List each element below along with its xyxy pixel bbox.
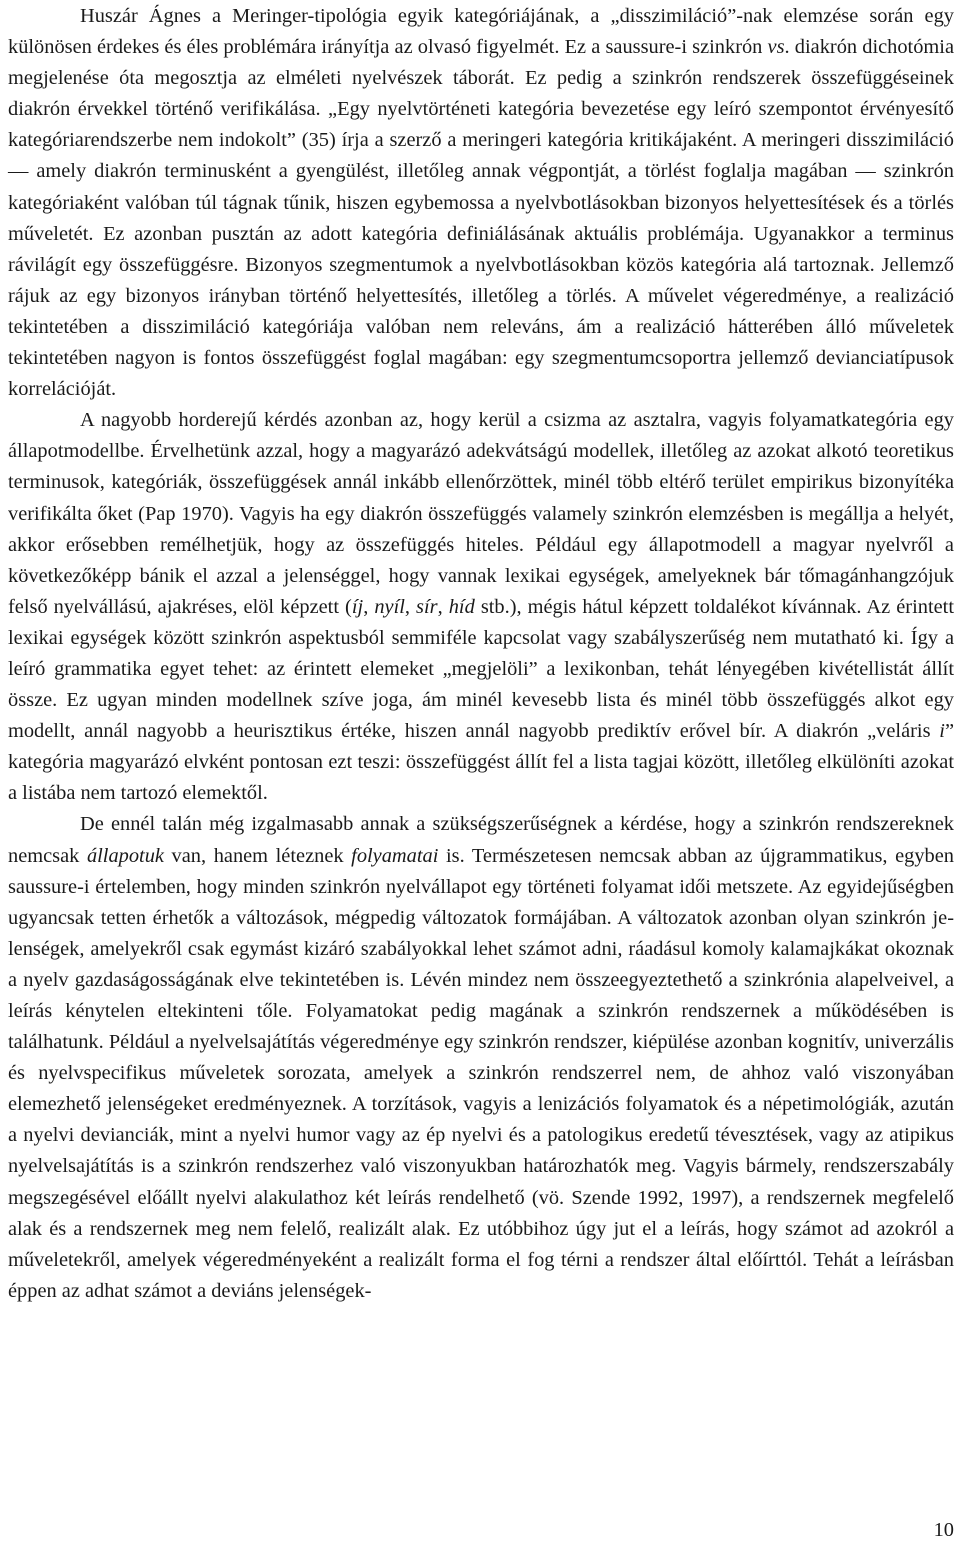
text-run: Huszár Ágnes a Meringer-tipológia egyik kategóriájának, a „disszimiláció”-nak elemzése során egy különösen érdekes és éles problémára irányítja az olvasó figyelmét. Ez a saussure-i szinkrón <box>8 5 954 59</box>
italic-text: sír <box>416 595 438 618</box>
paragraph-2 <box>8 405 954 809</box>
paragraph-3 <box>8 809 954 1307</box>
text-run: ” kategória magyarázó elvként pontosan ezt teszi: összefüggést állít fel a lista tagjai között, illetőleg elkülöníti azokat a listába nem tartozó elemektől. <box>8 720 954 805</box>
text-run: van, hanem léteznek <box>163 844 352 867</box>
text-run: , <box>437 595 449 618</box>
italic-text: i <box>939 720 945 743</box>
italic-text: íj <box>351 595 364 618</box>
text-run: stb.), mégis hátul képzett toldalékot kívánnak. Az érintett lexikai egységek között szinkrón aspektusból semmiféle kapcsolat vagy szabályszerűség nem mutatható ki. Így a leíró grammatika egyet tehet: az érintett elemeket „megjelöli” a lexikonban, tehát lényegében kivétellistát állít össze. Ez ugyan minden modellnek szíve joga, ám minél kevesebb lista és minél több összefüggés alkot egy modellt, annál nagyobb a heurisztikus értéke, hiszen annál nagyobb prediktív erővel bír. A diakrón „veláris <box>8 595 954 743</box>
text-run: A nagyobb horderejű kérdés azonban az, hogy kerül a csizma az asztalra, vagyis folyamatkategória egy állapotmodellbe. Érvelhetünk azzal, hogy a magyarázó adekvátságú modellek, illetőleg az azokat alkotó teoretikus terminusok, kategóriák, összefüggések annál inkább ellenőrzöttek, minél több eltérő terület empirikus bizonyítéka verifikálta őket (Pap 1970). Vagyis ha egy diakrón összefüggés valamely szinkrón elemzésben is megállja a helyét, akkor erősebben remélhetjük, hogy az összefüggés hiteles. Például egy állapotmodell a magyar nyelvről a következőképp bánik el azzal a jelenséggel, hogy vannak lexikai egységek, amelyeknek bár tőmagánhangzójuk felső nyelvállású, ajakréses, elöl képzett ( <box>8 409 954 618</box>
paragraph-1 <box>8 0 954 405</box>
text-run: , <box>363 595 375 618</box>
page-number: 10 <box>933 1519 954 1541</box>
body-text <box>8 0 954 1307</box>
italic-text: nyíl <box>374 595 405 618</box>
italic-text: vs <box>767 36 785 59</box>
italic-text: híd <box>448 595 475 618</box>
text-run: is. Természetesen nemcsak abban az újgrammatikus, egyben saussure-i értelemben, hogy minden szinkrón nyelvállapot egy történeti folyamat idői metszete. Az egyidejűségben ugyancsak tetten érhetők a változások, mégpedig változatok formájában. A változatok azonban olyan szinkrón jelenségek, amelyekről csak egymást kizáró szabályokkal lehet számot adni, ráadásul komoly kalamajkákat okoznak a nyelv gazdaságosságának elve tekintetében is. Lévén mindez nem összeegyeztethető a szinkrónia alapelveivel, a leírás kénytelen eltekinteni tőle. Folyamatokat pedig magának a szinkrón rendszernek a működésében is találhatunk. Például a nyelvelsajátítás végeredménye egy szinkrón rendszer, kiépülése azonban kognitív, univerzális és nyelvspecifikus műveletek sorozata, amelyek a szinkrón rendszerrel nem, de ahhoz való viszonyában elemezhető jelenségeket eredményeznek. A torzítások, vagyis a lenizációs folyamatok és a népetimológiák, azután a nyelvi devianciák, mint a nyelvi humor vagy az ép nyelvi és a patologikus eredetű tévesztések, vagy az atipikus nyelvelsajátítás is a szinkrón rendszerhez való viszonyukban határozhatók meg. Vagyis bármely, rendszerszabály megszegésével előállt nyelvi alakulathoz két leírás rendelhető (vö. Szende 1992, 1997), a rendszernek megfelelő alak és a rendszernek meg nem felelő, realizált alak. Ez utóbbihoz úgy jut el a leírás, hogy számot ad azokról a műveletekről, amelyek végeredményeként a realizált forma el fog térni a rendszer által előírttól. Tehát a leírásban éppen az adhat számot a deviáns jelenségek- <box>8 844 954 1302</box>
text-run: , <box>404 595 417 618</box>
document-page <box>8 0 954 1307</box>
italic-text: állapotuk <box>86 844 164 867</box>
text-run: . diakrón dichotómia megjelenése óta megosztja az elméleti nyelvészek táborát. Ez pedig a szinkrón rendszerek összefüggéseinek diakrón érvekkel történő verifikálása. „Egy nyelvtörténeti kategória bevezetése egy leíró szempontot érvényesítő kategóriarendszerbe nem indokolt” (35) írja a szerző a meringeri kategória kritikájaként. A meringeri disszimiláció — amely diakrón terminusként a gyengülést, illetőleg annak végpontját, a törlést foglalja magában — szinkrón kategóriaként valóban túl tágnak tűnik, hiszen egybemossa a nyelvbotlásokban bizonyos helyettesítések és a törlés műveletét. Ez azonban pusztán az adott kategória definiálásának aktuális problémája. Ugyanakkor a terminus rávilágít egy összefüggésre. Bizonyos szegmentumok a nyelvbotlásokban közös kategória alá tartoznak. Jellemző rájuk az egy bizonyos irányban történő helyettesítés, illetőleg a törlés. A művelet végeredménye, a realizáció tekintetében a disszimiláció kategóriája valóban nem releváns, ám a realizáció hátterében álló műveletek tekintetében nagyon is fontos összefüggést foglal magában: egy szegmentumcsoportra jellemző devianciatípusok korrelációját. <box>8 36 954 401</box>
italic-text: folyamatai <box>351 844 439 867</box>
text-run: De ennél talán még izgalmasabb annak a szükségszerűségnek a kérdése, hogy a szinkrón rendszereknek nemcsak <box>8 813 954 867</box>
